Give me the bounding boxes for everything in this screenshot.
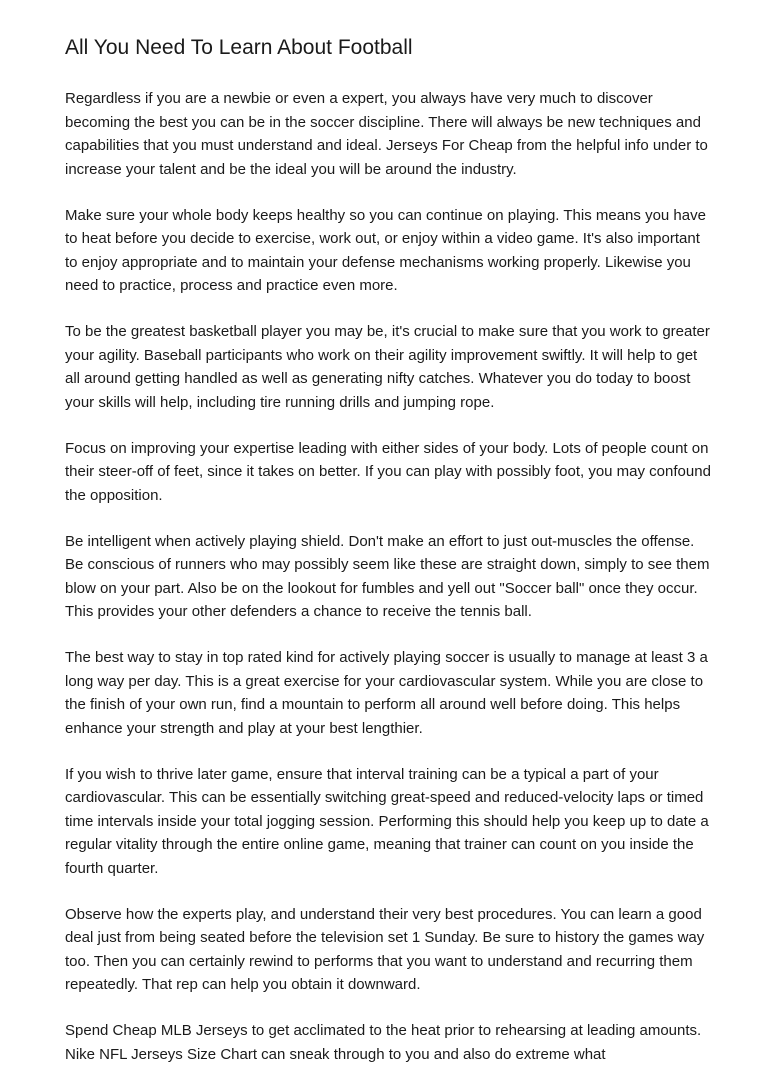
paragraph-9: Spend Cheap MLB Jerseys to get acclimated to the heat prior to rehearsing at leading amounts. Nike NFL Jerseys Size Chart can sneak through to you and also do extreme what [65, 1022, 702, 1063]
document-page [65, 34, 715, 1089]
paragraph-5: Be intelligent when actively playing shield. Don't make an effort to just out-muscles the offense. Be conscious of runners who may possibly seem like these are straight down, simply to see them blow on your part. Also be on the lookout for fumbles and yell out "Soccer ball" once they occur. This provides your other defenders a chance to receive the tennis ball. [65, 532, 710, 620]
paragraph-6: The best way to stay in top rated kind for actively playing soccer is usually to manage at least 3 a long way per day. This is a great exercise for your cardiovascular system. While you are close to the finish of your own run, find a mountain to perform all around well before doing. This helps enhance your strength and play at your best lengthier. [65, 649, 708, 737]
paragraph-3: To be the greatest basketball player you may be, it's crucial to make sure that you work to greater your agility. Baseball participants who work on their agility improvement swiftly. It will help to get all around getting handled as well as generating nifty catches. Whatever you do today to boost your skills will help, including tire running drills and jumping rope. [65, 323, 710, 411]
paragraph-2: Make sure your whole body keeps healthy so you can continue on playing. This means you have to heat before you decide to exercise, work out, or enjoy within a video game. It's also important to enjoy appropriate and to maintain your defense mechanisms working properly. Likewise you need to practice, process and practice even more. [65, 206, 706, 294]
paragraph-1: Regardless if you are a newbie or even a expert, you always have very much to discover becoming the best you can be in the soccer discipline. There will always be new techniques and capabilities that you must understand and ideal. Jerseys For Cheap from the helpful info under to increase your talent and be the ideal you will be around the industry. [65, 90, 708, 178]
paragraph-7: If you wish to thrive later game, ensure that interval training can be a typical a part of your cardiovascular. This can be essentially switching great-speed and reduced-velocity laps or timed time intervals inside your total jogging session. Performing this should help you keep up to date a regular vitality through the entire online game, meaning that trainer can count on you inside the fourth quarter. [65, 765, 709, 877]
paragraph-8: Observe how the experts play, and understand their very best procedures. You can learn a good deal just from being seated before the television set 1 Sunday. Be sure to history the games way too. Then you can certainly rewind to performs that you want to understand and recurring them repeatedly. That rep can help you obtain it downward. [65, 905, 705, 993]
document-title: All You Need To Learn About Football [65, 36, 413, 59]
paragraph-4: Focus on improving your expertise leading with either sides of your body. Lots of people count on their steer-off of feet, since it takes on better. If you can play with possibly foot, you may confound the opposition. [65, 439, 711, 504]
